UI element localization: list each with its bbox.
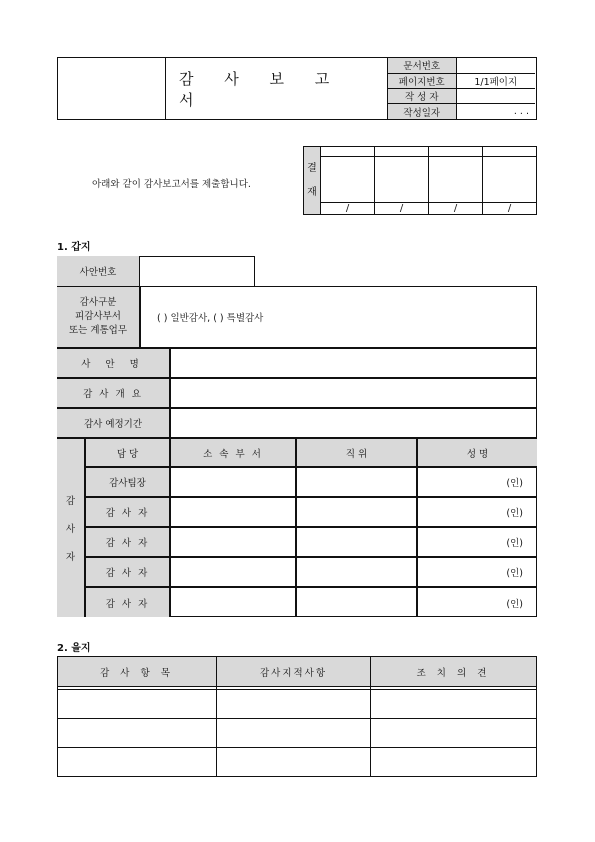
findings-cell[interactable] <box>217 748 371 777</box>
page-number-value: 1/1페이지 <box>456 73 535 88</box>
author-label: 작 성 자 <box>388 89 456 104</box>
audit-cover-table <box>57 256 537 617</box>
audit-period-label: 감사 예정기간 <box>57 408 170 438</box>
case-name-label: 사 안 명 <box>57 348 170 378</box>
col-department-header: 소 속 부 서 <box>170 438 296 467</box>
action-cell[interactable] <box>371 719 537 748</box>
auditor-row-name[interactable]: (인) <box>417 467 537 497</box>
approval-box <box>303 146 537 215</box>
audit-overview-label: 감 사 개 요 <box>57 378 170 408</box>
auditor-row-department[interactable] <box>170 587 296 617</box>
col-position-header: 직 위 <box>296 438 417 467</box>
auditor-row-department[interactable] <box>170 557 296 587</box>
document-info-table <box>388 58 535 119</box>
approver-sign-4[interactable] <box>483 157 537 203</box>
doc-number-label: 문서번호 <box>388 58 456 73</box>
action-cell[interactable] <box>371 748 537 777</box>
auditor-row-position[interactable] <box>296 587 417 617</box>
auditor-row-role: 감사팀장 <box>85 467 170 497</box>
auditor-row-name[interactable]: (인) <box>417 527 537 557</box>
page-number-label: 페이지번호 <box>388 73 456 88</box>
auditor-row-department[interactable] <box>170 497 296 527</box>
case-number-label: 사안번호 <box>57 256 140 287</box>
auditor-row-position[interactable] <box>296 497 417 527</box>
approver-sign-1[interactable] <box>321 157 375 203</box>
document-header <box>57 57 537 120</box>
approver-date-3[interactable]: / <box>429 203 483 215</box>
audit-category-field[interactable]: ( ) 일반감사, ( ) 특별감사 <box>140 286 537 348</box>
auditor-row-department[interactable] <box>170 467 296 497</box>
audit-item-cell[interactable] <box>58 748 217 777</box>
audit-item-cell[interactable] <box>58 690 217 719</box>
auditors-label: 감 사 자 <box>57 438 85 617</box>
auditor-row-position[interactable] <box>296 527 417 557</box>
approver-header-4[interactable] <box>483 147 537 157</box>
auditor-row-role: 감 사 자 <box>85 587 170 617</box>
case-name-field[interactable] <box>170 348 537 378</box>
approval-label: 결 재 <box>304 147 321 215</box>
audit-category-label: 감사구분 피감사부서 또는 계통업무 <box>57 286 140 348</box>
approver-date-1[interactable]: / <box>321 203 375 215</box>
auditor-row-name[interactable]: (인) <box>417 557 537 587</box>
col-findings-header: 감사지적사항 <box>217 657 371 687</box>
logo-area <box>58 58 166 119</box>
approver-date-4[interactable]: / <box>483 203 537 215</box>
col-action-header: 조 치 의 견 <box>371 657 537 687</box>
col-name-header: 성 명 <box>417 438 537 467</box>
approver-header-3[interactable] <box>429 147 483 157</box>
approver-header-1[interactable] <box>321 147 375 157</box>
auditor-row-role: 감 사 자 <box>85 497 170 527</box>
audit-period-field[interactable] <box>170 408 537 438</box>
approver-sign-2[interactable] <box>375 157 429 203</box>
date-field[interactable]: . . . <box>456 104 535 119</box>
auditor-row-position[interactable] <box>296 467 417 497</box>
action-cell[interactable] <box>371 690 537 719</box>
doc-number-field[interactable] <box>456 58 535 73</box>
col-role-header: 담 당 <box>85 438 170 467</box>
section-2-heading: 2. 을지 <box>57 643 91 654</box>
findings-cell[interactable] <box>217 690 371 719</box>
auditor-row-department[interactable] <box>170 527 296 557</box>
auditor-row-role: 감 사 자 <box>85 557 170 587</box>
approver-sign-3[interactable] <box>429 157 483 203</box>
approver-date-2[interactable]: / <box>375 203 429 215</box>
auditor-row-name[interactable]: (인) <box>417 497 537 527</box>
auditor-row-position[interactable] <box>296 557 417 587</box>
section-1-heading: 1. 갑지 <box>57 242 91 253</box>
intro-text: 아래와 같이 감사보고서를 제출합니다. <box>92 179 251 190</box>
approver-header-2[interactable] <box>375 147 429 157</box>
case-number-field[interactable] <box>140 256 255 287</box>
findings-cell[interactable] <box>217 719 371 748</box>
audit-findings-table <box>57 656 537 777</box>
date-label: 작성일자 <box>388 104 456 119</box>
audit-item-cell[interactable] <box>58 719 217 748</box>
audit-overview-field[interactable] <box>170 378 537 408</box>
author-field[interactable] <box>456 89 535 104</box>
document-title: 감 사 보 고 서 <box>166 58 388 119</box>
auditor-row-role: 감 사 자 <box>85 527 170 557</box>
col-audit-item-header: 감 사 항 목 <box>58 657 217 687</box>
auditor-row-name[interactable]: (인) <box>417 587 537 617</box>
